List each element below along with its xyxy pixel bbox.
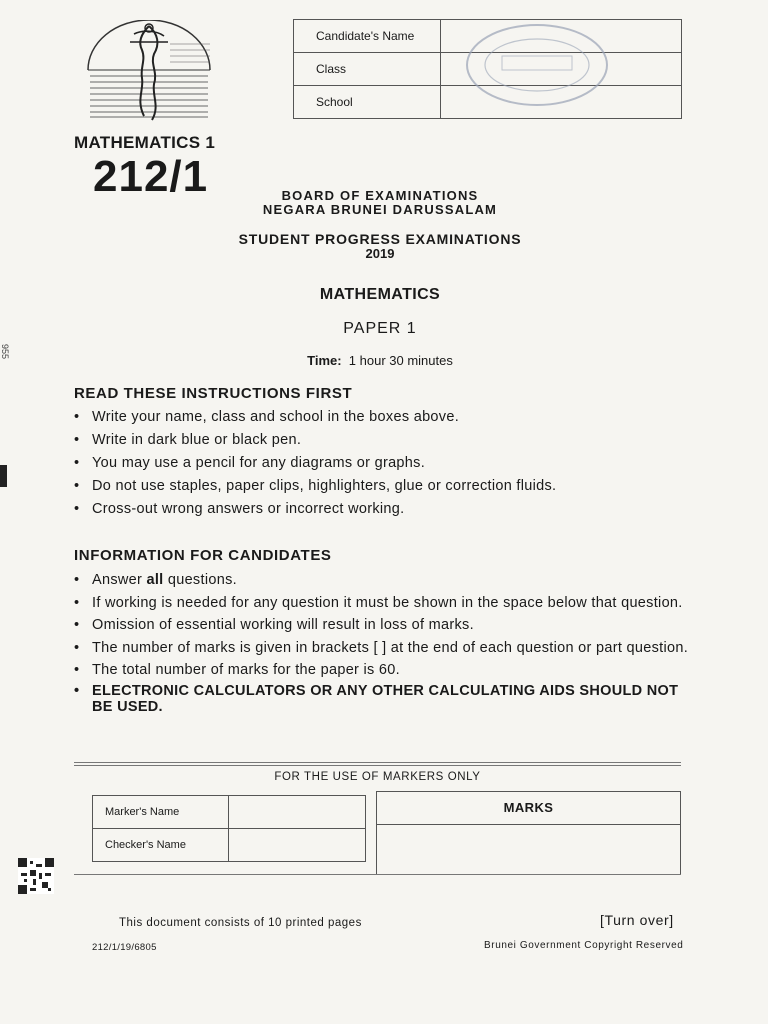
information-list bbox=[74, 572, 694, 715]
marks-box bbox=[376, 791, 681, 875]
marker-name-box[interactable] bbox=[229, 796, 366, 829]
list-item: • Omission of essential working will result in loss of marks. bbox=[74, 617, 694, 633]
list-item: • You may use a pencil for any diagrams or graphs. bbox=[74, 455, 694, 471]
candidate-name-label: Candidate's Name bbox=[294, 20, 441, 53]
school-label: School bbox=[294, 86, 441, 119]
paper-number: PAPER 1 bbox=[343, 320, 417, 337]
turn-over: [Turn over] bbox=[600, 912, 674, 928]
checker-name-label: Checker's Name bbox=[93, 829, 229, 862]
list-item: • Cross-out wrong answers or incorrect working. bbox=[74, 501, 694, 517]
list-item: • Write in dark blue or black pen. bbox=[74, 432, 694, 448]
crest-logo bbox=[86, 20, 212, 130]
instructions-list bbox=[74, 409, 694, 517]
time-allowed bbox=[160, 353, 600, 368]
calculator-warning: • ELECTRONIC CALCULATORS OR ANY OTHER CALCULATING AIDS SHOULD NOT BE USED. bbox=[74, 683, 694, 715]
copyright-notice: Brunei Government Copyright Reserved bbox=[484, 940, 684, 951]
list-item: • The total number of marks for the paper is 60. bbox=[74, 662, 694, 678]
subject-heading: MATHEMATICS bbox=[319, 286, 441, 303]
margin-number: 955 bbox=[0, 344, 10, 360]
instructions-heading: READ THESE INSTRUCTIONS FIRST bbox=[74, 385, 353, 402]
divider bbox=[74, 762, 681, 763]
page-count-note: This document consists of 10 printed pages bbox=[119, 917, 362, 929]
board-name-line1: BOARD OF EXAMINATIONS bbox=[281, 188, 479, 203]
bookshop-stamp bbox=[462, 20, 612, 110]
checker-name-box[interactable] bbox=[229, 829, 366, 862]
board-name-line2: NEGARA BRUNEI DARUSSALAM bbox=[262, 202, 498, 217]
markers-table bbox=[92, 795, 366, 862]
list-item: • Answer all questions. bbox=[74, 572, 694, 588]
list-item: • Do not use staples, paper clips, highlighters, glue or correction fluids. bbox=[74, 478, 694, 494]
qr-code-icon bbox=[18, 858, 54, 894]
list-item: • Write your name, class and school in the boxes above. bbox=[74, 409, 694, 425]
exam-name: STUDENT PROGRESS EXAMINATIONS bbox=[238, 231, 522, 247]
list-item: • The number of marks is given in brackets [ ] at the end of each question or part question. bbox=[74, 640, 694, 656]
document-reference: 212/1/19/6805 bbox=[92, 942, 157, 953]
information-heading: INFORMATION FOR CANDIDATES bbox=[74, 547, 332, 564]
markers-section-label: FOR THE USE OF MARKERS ONLY bbox=[274, 771, 481, 783]
divider bbox=[74, 765, 681, 766]
time-label: Time: bbox=[307, 353, 342, 368]
scan-mark bbox=[0, 465, 7, 487]
subject-title: MATHEMATICS 1 bbox=[74, 133, 216, 152]
class-label: Class bbox=[294, 53, 441, 86]
marks-title: MARKS bbox=[377, 792, 680, 825]
list-item: • If working is needed for any question it must be shown in the space below that question. bbox=[74, 595, 694, 611]
divider bbox=[74, 874, 681, 875]
marker-name-label: Marker's Name bbox=[93, 796, 229, 829]
time-value: 1 hour 30 minutes bbox=[348, 353, 453, 368]
exam-year: 2019 bbox=[365, 246, 395, 261]
paper-code: 212/1 bbox=[93, 152, 209, 201]
